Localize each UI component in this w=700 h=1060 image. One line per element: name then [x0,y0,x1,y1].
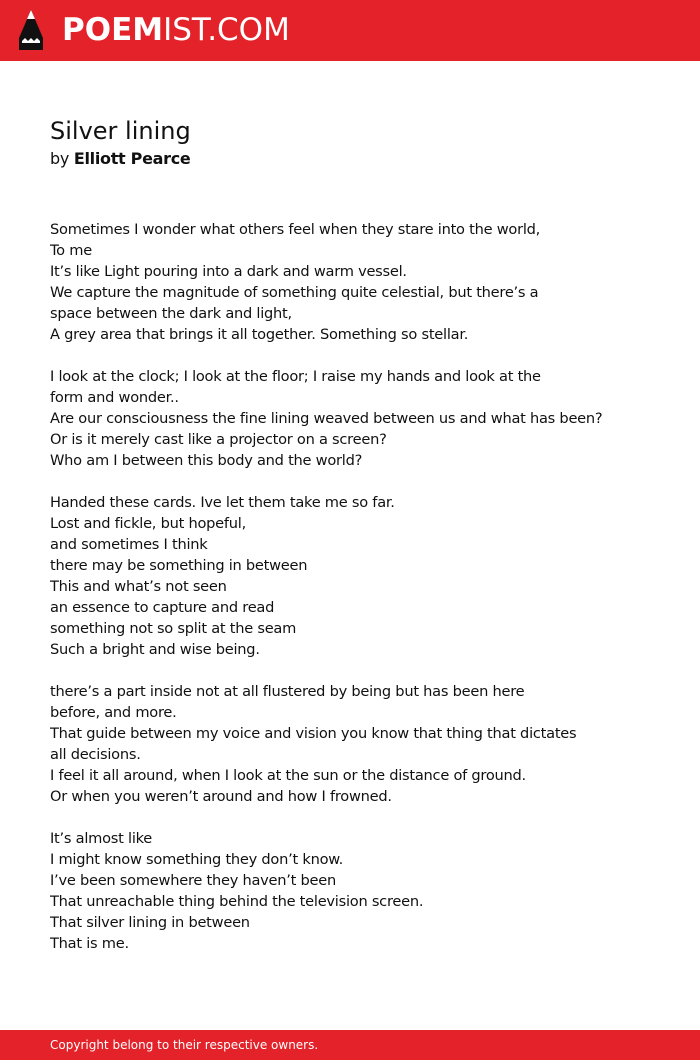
poem-line: This and what’s not seen [50,578,227,595]
poem-line: To me [50,242,92,259]
by-label: by [50,149,70,168]
logo-bold-text: POEM [62,12,164,48]
poem-line: Lost and fickle, but hopeful, [50,515,246,532]
poem-line: something not so split at the seam [50,620,297,637]
poem-line: Or when you weren’t around and how I frowned. [50,788,392,805]
poem-line: That unreachable thing behind the television screen. [50,893,424,910]
poem-line: That guide between my voice and vision you know that thing that dictates [50,725,577,742]
poem-body [50,219,670,975]
logo-light-text: IST.COM [163,12,290,48]
poem-line: before, and more. [50,704,177,721]
poem-line: I’ve been somewhere they haven’t been [50,872,336,889]
site-footer [0,1030,700,1060]
poem-title: Silver lining [50,117,191,145]
copyright-text: Copyright belong to their respective owners. [50,1038,319,1052]
poem-line: We capture the magnitude of something quite celestial, but there’s a [50,284,539,301]
poem-line: I look at the clock; I look at the floor; I raise my hands and look at the [50,368,541,385]
poem-line: I might know something they don’t know. [50,851,343,868]
poem-stanza [50,681,670,807]
author-name: Elliott Pearce [73,149,191,168]
poem-stanza [50,219,670,345]
poem-line: Who am I between this body and the world? [50,452,363,469]
poem-line: Or is it merely cast like a projector on a screen? [50,431,387,448]
byline [50,148,190,170]
poem-line: That silver lining in between [50,914,250,931]
poem-line: there’s a part inside not at all flustered by being but has been here [50,683,525,700]
poem-stanza [50,828,670,954]
poem-line: Such a bright and wise being. [50,641,260,658]
poem-line: Are our consciousness the fine lining weaved between us and what has been? [50,410,603,427]
site-header [0,0,700,61]
poem-line: all decisions. [50,746,141,763]
poem-line: an essence to capture and read [50,599,275,616]
site-logo[interactable] [62,12,290,48]
pencil-icon [18,10,44,52]
poem-stanza [50,366,670,471]
poem-line: there may be something in between [50,557,308,574]
poem-line: It’s like Light pouring into a dark and warm vessel. [50,263,407,280]
poem-line: form and wonder.. [50,389,179,406]
poem-stanza [50,492,670,660]
poem-line: A grey area that brings it all together. Something so stellar. [50,326,469,343]
poem-line: I feel it all around, when I look at the sun or the distance of ground. [50,767,526,784]
poem-line: Sometimes I wonder what others feel when they stare into the world, [50,221,541,238]
poem-line: It’s almost like [50,830,153,847]
poem-line: Handed these cards. Ive let them take me so far. [50,494,395,511]
poem-line: and sometimes I think [50,536,208,553]
poem-line: That is me. [50,935,129,952]
poem-line: space between the dark and light, [50,305,292,322]
